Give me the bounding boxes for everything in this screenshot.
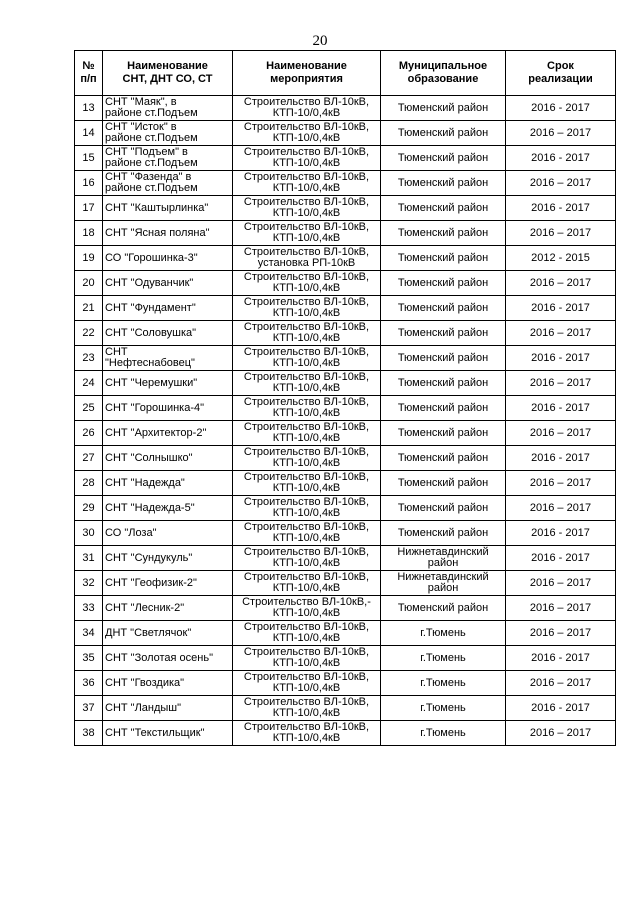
header-term: Срок реализации xyxy=(506,51,616,96)
cell-term: 2016 – 2017 xyxy=(506,271,616,296)
cell-municipality: Тюменский район xyxy=(381,146,506,171)
cell-municipality: Тюменский район xyxy=(381,96,506,121)
cell-term: 2016 – 2017 xyxy=(506,171,616,196)
cell-term: 2016 - 2017 xyxy=(506,521,616,546)
cell-municipality: Тюменский район xyxy=(381,346,506,371)
cell-term: 2016 - 2017 xyxy=(506,396,616,421)
cell-num: 34 xyxy=(75,621,103,646)
cell-term: 2016 – 2017 xyxy=(506,321,616,346)
table-row xyxy=(75,571,616,596)
table-row xyxy=(75,496,616,521)
cell-num: 30 xyxy=(75,521,103,546)
cell-name: СНТ "Фазенда" в районе ст.Подъем xyxy=(103,171,233,196)
cell-num: 32 xyxy=(75,571,103,596)
table-row xyxy=(75,646,616,671)
substation-construction-table xyxy=(74,50,616,746)
cell-municipality: г.Тюмень xyxy=(381,696,506,721)
cell-num: 22 xyxy=(75,321,103,346)
cell-num: 33 xyxy=(75,596,103,621)
cell-municipality: Тюменский район xyxy=(381,196,506,221)
cell-name: СНТ "Архитектор-2" xyxy=(103,421,233,446)
table-row xyxy=(75,621,616,646)
cell-municipality: Тюменский район xyxy=(381,171,506,196)
cell-term: 2016 - 2017 xyxy=(506,546,616,571)
table-row xyxy=(75,346,616,371)
cell-name: СНТ "Золотая осень" xyxy=(103,646,233,671)
cell-num: 36 xyxy=(75,671,103,696)
cell-term: 2016 - 2017 xyxy=(506,646,616,671)
table-row xyxy=(75,246,616,271)
cell-num: 26 xyxy=(75,421,103,446)
cell-num: 24 xyxy=(75,371,103,396)
table-row xyxy=(75,721,616,746)
cell-name: СНТ "Ясная поляна" xyxy=(103,221,233,246)
table-row xyxy=(75,396,616,421)
cell-event: Строительство ВЛ-10кВ, КТП-10/0,4кВ xyxy=(233,271,381,296)
cell-name: СНТ "Черемушки" xyxy=(103,371,233,396)
cell-term: 2016 - 2017 xyxy=(506,446,616,471)
table-row xyxy=(75,696,616,721)
cell-term: 2016 – 2017 xyxy=(506,121,616,146)
cell-event: Строительство ВЛ-10кВ, КТП-10/0,4кВ xyxy=(233,296,381,321)
cell-municipality: г.Тюмень xyxy=(381,721,506,746)
cell-num: 19 xyxy=(75,246,103,271)
table-row xyxy=(75,221,616,246)
table-row xyxy=(75,271,616,296)
table-row xyxy=(75,146,616,171)
cell-num: 35 xyxy=(75,646,103,671)
cell-municipality: Тюменский район xyxy=(381,271,506,296)
table-row xyxy=(75,121,616,146)
cell-name: СНТ "Гвоздика" xyxy=(103,671,233,696)
cell-name: СНТ "Надежда" xyxy=(103,471,233,496)
cell-num: 13 xyxy=(75,96,103,121)
cell-term: 2016 – 2017 xyxy=(506,371,616,396)
cell-name: СНТ "Одуванчик" xyxy=(103,271,233,296)
cell-municipality: Тюменский район xyxy=(381,221,506,246)
cell-municipality: Нижнетавдинский район xyxy=(381,546,506,571)
header-name: Наименование СНТ, ДНТ СО, СТ xyxy=(103,51,233,96)
cell-term: 2016 – 2017 xyxy=(506,421,616,446)
cell-term: 2016 – 2017 xyxy=(506,671,616,696)
cell-num: 28 xyxy=(75,471,103,496)
cell-num: 14 xyxy=(75,121,103,146)
cell-term: 2012 - 2015 xyxy=(506,246,616,271)
cell-num: 27 xyxy=(75,446,103,471)
cell-name: СНТ "Исток" в районе ст.Подъем xyxy=(103,121,233,146)
cell-num: 25 xyxy=(75,396,103,421)
cell-term: 2016 - 2017 xyxy=(506,146,616,171)
cell-term: 2016 – 2017 xyxy=(506,471,616,496)
cell-municipality: Тюменский район xyxy=(381,121,506,146)
cell-event: Строительство ВЛ-10кВ, КТП-10/0,4кВ xyxy=(233,421,381,446)
cell-term: 2016 - 2017 xyxy=(506,346,616,371)
cell-term: 2016 – 2017 xyxy=(506,221,616,246)
cell-event: Строительство ВЛ-10кВ, КТП-10/0,4кВ xyxy=(233,696,381,721)
cell-num: 31 xyxy=(75,546,103,571)
cell-num: 18 xyxy=(75,221,103,246)
cell-event: Строительство ВЛ-10кВ, КТП-10/0,4кВ xyxy=(233,471,381,496)
table-body xyxy=(75,96,616,746)
cell-event: Строительство ВЛ-10кВ, КТП-10/0,4кВ xyxy=(233,721,381,746)
cell-municipality: Тюменский район xyxy=(381,246,506,271)
cell-name: СО "Лоза" xyxy=(103,521,233,546)
table-row xyxy=(75,671,616,696)
cell-name: СНТ "Сундукуль" xyxy=(103,546,233,571)
cell-event: Строительство ВЛ-10кВ, КТП-10/0,4кВ xyxy=(233,671,381,696)
cell-name: СНТ "Каштырлинка" xyxy=(103,196,233,221)
table-row xyxy=(75,421,616,446)
cell-municipality: Тюменский район xyxy=(381,596,506,621)
header-num: № п/п xyxy=(75,51,103,96)
cell-event: Строительство ВЛ-10кВ, КТП-10/0,4кВ xyxy=(233,146,381,171)
cell-event: Строительство ВЛ-10кВ, КТП-10/0,4кВ xyxy=(233,96,381,121)
cell-event: Строительство ВЛ-10кВ,- КТП-10/0,4кВ xyxy=(233,596,381,621)
cell-event: Строительство ВЛ-10кВ, КТП-10/0,4кВ xyxy=(233,646,381,671)
cell-event: Строительство ВЛ-10кВ, КТП-10/0,4кВ xyxy=(233,121,381,146)
cell-term: 2016 – 2017 xyxy=(506,571,616,596)
table-header-row xyxy=(75,51,616,96)
cell-event: Строительство ВЛ-10кВ, КТП-10/0,4кВ xyxy=(233,171,381,196)
cell-term: 2016 – 2017 xyxy=(506,721,616,746)
cell-event: Строительство ВЛ-10кВ, КТП-10/0,4кВ xyxy=(233,196,381,221)
cell-event: Строительство ВЛ-10кВ, КТП-10/0,4кВ xyxy=(233,371,381,396)
cell-term: 2016 - 2017 xyxy=(506,96,616,121)
cell-num: 21 xyxy=(75,296,103,321)
cell-num: 37 xyxy=(75,696,103,721)
cell-municipality: Тюменский район xyxy=(381,421,506,446)
cell-name: СНТ "Соловушка" xyxy=(103,321,233,346)
cell-term: 2016 - 2017 xyxy=(506,696,616,721)
cell-event: Строительство ВЛ-10кВ, КТП-10/0,4кВ xyxy=(233,546,381,571)
cell-term: 2016 – 2017 xyxy=(506,596,616,621)
cell-municipality: Тюменский район xyxy=(381,396,506,421)
cell-event: Строительство ВЛ-10кВ, КТП-10/0,4кВ xyxy=(233,446,381,471)
cell-term: 2016 – 2017 xyxy=(506,496,616,521)
cell-municipality: Тюменский район xyxy=(381,471,506,496)
cell-event: Строительство ВЛ-10кВ, КТП-10/0,4кВ xyxy=(233,221,381,246)
cell-municipality: г.Тюмень xyxy=(381,621,506,646)
cell-municipality: Тюменский район xyxy=(381,371,506,396)
cell-name: СНТ "Нефтеснабовец" xyxy=(103,346,233,371)
cell-municipality: Тюменский район xyxy=(381,521,506,546)
cell-event: Строительство ВЛ-10кВ, КТП-10/0,4кВ xyxy=(233,346,381,371)
cell-term: 2016 - 2017 xyxy=(506,196,616,221)
table-row xyxy=(75,521,616,546)
table-row xyxy=(75,371,616,396)
cell-num: 17 xyxy=(75,196,103,221)
page-number: 20 xyxy=(312,33,328,49)
cell-municipality: г.Тюмень xyxy=(381,671,506,696)
table-row xyxy=(75,96,616,121)
cell-municipality: Тюменский район xyxy=(381,296,506,321)
cell-municipality: Тюменский район xyxy=(381,446,506,471)
cell-event: Строительство ВЛ-10кВ, КТП-10/0,4кВ xyxy=(233,396,381,421)
table-row xyxy=(75,546,616,571)
table-row xyxy=(75,196,616,221)
cell-municipality: Нижнетавдинский район xyxy=(381,571,506,596)
cell-name: СНТ "Геофизик-2" xyxy=(103,571,233,596)
table-row xyxy=(75,171,616,196)
cell-num: 38 xyxy=(75,721,103,746)
cell-name: СО "Горошинка-3" xyxy=(103,246,233,271)
cell-num: 23 xyxy=(75,346,103,371)
cell-name: СНТ "Горошинка-4" xyxy=(103,396,233,421)
table-row xyxy=(75,471,616,496)
cell-name: СНТ "Подъем" в районе ст.Подъем xyxy=(103,146,233,171)
cell-name: СНТ "Солнышко" xyxy=(103,446,233,471)
cell-name: СНТ "Маяк", в районе ст.Подъем xyxy=(103,96,233,121)
cell-term: 2016 – 2017 xyxy=(506,621,616,646)
table-row xyxy=(75,321,616,346)
cell-term: 2016 - 2017 xyxy=(506,296,616,321)
cell-num: 29 xyxy=(75,496,103,521)
cell-num: 20 xyxy=(75,271,103,296)
cell-event: Строительство ВЛ-10кВ, установка РП-10кВ xyxy=(233,246,381,271)
cell-event: Строительство ВЛ-10кВ, КТП-10/0,4кВ xyxy=(233,571,381,596)
cell-name: СНТ "Ландыш" xyxy=(103,696,233,721)
cell-name: СНТ "Фундамент" xyxy=(103,296,233,321)
cell-municipality: Тюменский район xyxy=(381,496,506,521)
cell-event: Строительство ВЛ-10кВ, КТП-10/0,4кВ xyxy=(233,521,381,546)
cell-name: СНТ "Текстильщик" xyxy=(103,721,233,746)
cell-municipality: г.Тюмень xyxy=(381,646,506,671)
cell-event: Строительство ВЛ-10кВ, КТП-10/0,4кВ xyxy=(233,496,381,521)
cell-name: СНТ "Надежда-5" xyxy=(103,496,233,521)
cell-municipality: Тюменский район xyxy=(381,321,506,346)
header-event: Наименование мероприятия xyxy=(233,51,381,96)
header-municipality: Муниципальное образование xyxy=(381,51,506,96)
cell-event: Строительство ВЛ-10кВ, КТП-10/0,4кВ xyxy=(233,321,381,346)
table-row xyxy=(75,296,616,321)
cell-name: ДНТ "Светлячок" xyxy=(103,621,233,646)
cell-num: 16 xyxy=(75,171,103,196)
cell-name: СНТ "Лесник-2" xyxy=(103,596,233,621)
cell-num: 15 xyxy=(75,146,103,171)
cell-event: Строительство ВЛ-10кВ, КТП-10/0,4кВ xyxy=(233,621,381,646)
table-row xyxy=(75,446,616,471)
table-row xyxy=(75,596,616,621)
